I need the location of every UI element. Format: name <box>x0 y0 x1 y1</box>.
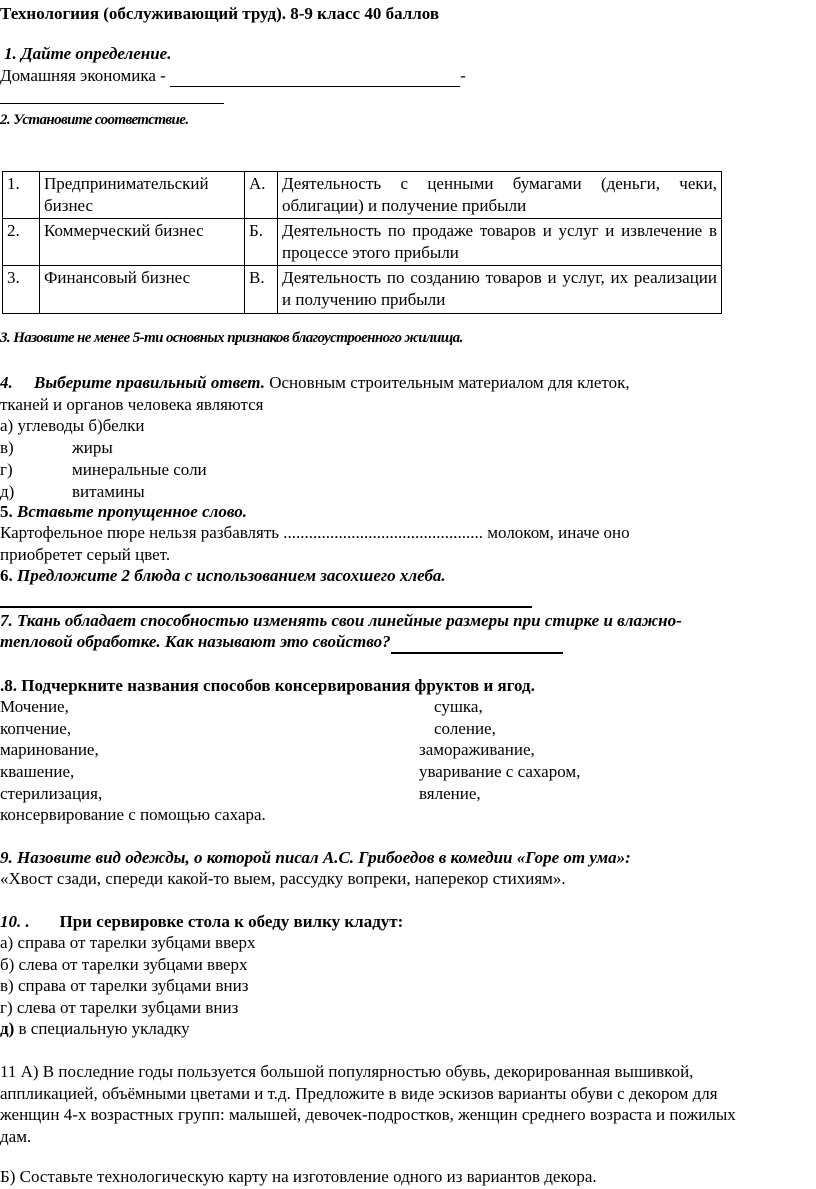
q6-heading-line <box>0 566 446 586</box>
q10-option[interactable]: а) справа от тарелки зубцами вверх <box>0 933 256 952</box>
q7-text-1: Ткань обладает способностью изменять свои линейные размеры при стирке и влажно- <box>17 611 682 630</box>
q6-answer-line[interactable] <box>0 606 532 608</box>
q9-quote: «Хвост сзади, спереди какой-то выем, рассудку вопреки, наперекор стихиям». <box>0 869 566 888</box>
method-option[interactable]: вяление, <box>419 784 481 803</box>
table-row <box>3 266 722 313</box>
q1-prompt-text: Домашняя экономика - <box>0 66 171 85</box>
q3-heading: 3. Назовите не менее 5-ти основных признаков благоустроенного жилища. <box>0 330 463 346</box>
q5-heading-line <box>0 502 247 522</box>
q7-answer-line[interactable] <box>391 632 563 654</box>
q10-heading: При сервировке стола к обеду вилку кладут: <box>59 912 404 931</box>
q1-answer-line[interactable] <box>170 66 460 87</box>
matching-table <box>2 171 722 314</box>
q4-option-letter: в) <box>0 438 14 457</box>
row-number: 3. <box>3 266 40 313</box>
q11-line: аппликацией, объёмными цветами и т.д. Предложите в виде эскизов варианты обуви с декором для <box>0 1084 718 1103</box>
row-letter: В. <box>245 266 278 313</box>
method-option[interactable]: Мочение, <box>0 697 69 716</box>
method-option[interactable]: сушка, <box>434 697 483 716</box>
q1-dash: - <box>460 66 466 85</box>
method-option[interactable]: уваривание с сахаром, <box>419 762 581 781</box>
q5-number: 5. <box>0 502 13 521</box>
q5-line-1: Картофельное пюре нельзя разбавлять ............................................... молоком, иначе оно <box>0 523 630 542</box>
q7-text-2: тепловой обработке. Как называют это свойство? <box>0 632 391 651</box>
method-option[interactable]: соление, <box>434 719 496 738</box>
q5-line-2: приобретет серый цвет. <box>0 545 171 564</box>
row-number: 1. <box>3 172 40 219</box>
q4-number: 4. <box>0 373 13 392</box>
q10-option[interactable]: в) справа от тарелки зубцами вниз <box>0 976 249 995</box>
q6-number: 6. <box>0 566 13 585</box>
q4-heading: Выберите правильный ответ. <box>34 373 265 392</box>
q10-option[interactable] <box>0 1019 190 1039</box>
q11-b-line: Б) Составьте технологическую карту на изготовление одного из вариантов декора. <box>0 1167 597 1186</box>
method-option[interactable]: консервирование с помощью сахара. <box>0 805 266 824</box>
q1-heading: 1. Дайте определение. <box>4 44 172 63</box>
method-option[interactable]: копчение, <box>0 719 72 738</box>
method-option[interactable]: квашение, <box>0 762 75 781</box>
q1-prompt <box>0 66 466 87</box>
q6-heading: Предложите 2 блюда с использованием засохшего хлеба. <box>17 566 446 585</box>
q4-text-1: Основным строительным материалом для клеток, <box>264 373 630 392</box>
q10-option[interactable]: г) слева от тарелки зубцами вниз <box>0 998 239 1017</box>
business-description: Деятельность по продаже товаров и услуг и извлечение в процессе этого прибыли <box>278 219 722 266</box>
q7-line-2 <box>0 632 563 654</box>
q11-line: дам. <box>0 1127 32 1146</box>
q7-number: 7. <box>0 611 13 630</box>
q2-heading: 2. Установите соответствие. <box>0 112 189 128</box>
method-option[interactable]: маринование, <box>0 740 99 759</box>
q5-heading: Вставьте пропущенное слово. <box>17 502 247 521</box>
page-title: Технологиия (обслуживающий труд). 8-9 класс 40 баллов <box>0 4 440 23</box>
table-row <box>3 219 722 266</box>
method-option[interactable]: замораживание, <box>419 740 535 759</box>
q9-heading: 9. Назовите вид одежды, о которой писал А.С. Грибоедов в комедии «Горе от ума»: <box>0 848 631 867</box>
q4-option-letter: д) <box>0 482 15 501</box>
q11-line: 11 А) В последние годы пользуется большой популярностью обувь, декорированная вышивкой, <box>0 1062 694 1081</box>
method-option[interactable]: стерилизация, <box>0 784 103 803</box>
business-description: Деятельность с ценными бумагами (деньги, чеки, облигации) и получение прибыли <box>278 172 722 219</box>
q4-text-2: тканей и органов человека являются <box>0 395 264 414</box>
q11-line: женщин 4-х возрастных групп: малышей, девочек-подростков, женщин среднего возраста и пожилых <box>0 1105 736 1124</box>
q4-option-text: минеральные соли <box>72 460 207 479</box>
table-row <box>3 172 722 219</box>
q4-option-text: витамины <box>72 482 145 501</box>
q7-line-1 <box>0 611 682 631</box>
q10-heading-line <box>0 912 403 932</box>
q10-option[interactable]: б) слева от тарелки зубцами вверх <box>0 955 248 974</box>
business-description: Деятельность по созданию товаров и услуг, их реализации и получению прибыли <box>278 266 722 313</box>
row-letter: А. <box>245 172 278 219</box>
q4-options-ab: а) углеводы б)белки <box>0 416 145 435</box>
q4-option-letter: г) <box>0 460 13 479</box>
q10-number: 10. . <box>0 912 30 931</box>
business-type: Финансовый бизнес <box>40 266 245 313</box>
row-letter: Б. <box>245 219 278 266</box>
q10-option-text: в специальную укладку <box>14 1019 190 1038</box>
business-type: Предпринимательский бизнес <box>40 172 245 219</box>
q8-heading: .8. Подчеркните названия способов консервирования фруктов и ягод. <box>0 676 535 695</box>
business-type: Коммерческий бизнес <box>40 219 245 266</box>
q4-line-1 <box>0 373 630 393</box>
q1-answer-line-2[interactable] <box>0 103 224 104</box>
q10-option-letter: д) <box>0 1019 15 1038</box>
q4-option-text: жиры <box>72 438 113 457</box>
row-number: 2. <box>3 219 40 266</box>
